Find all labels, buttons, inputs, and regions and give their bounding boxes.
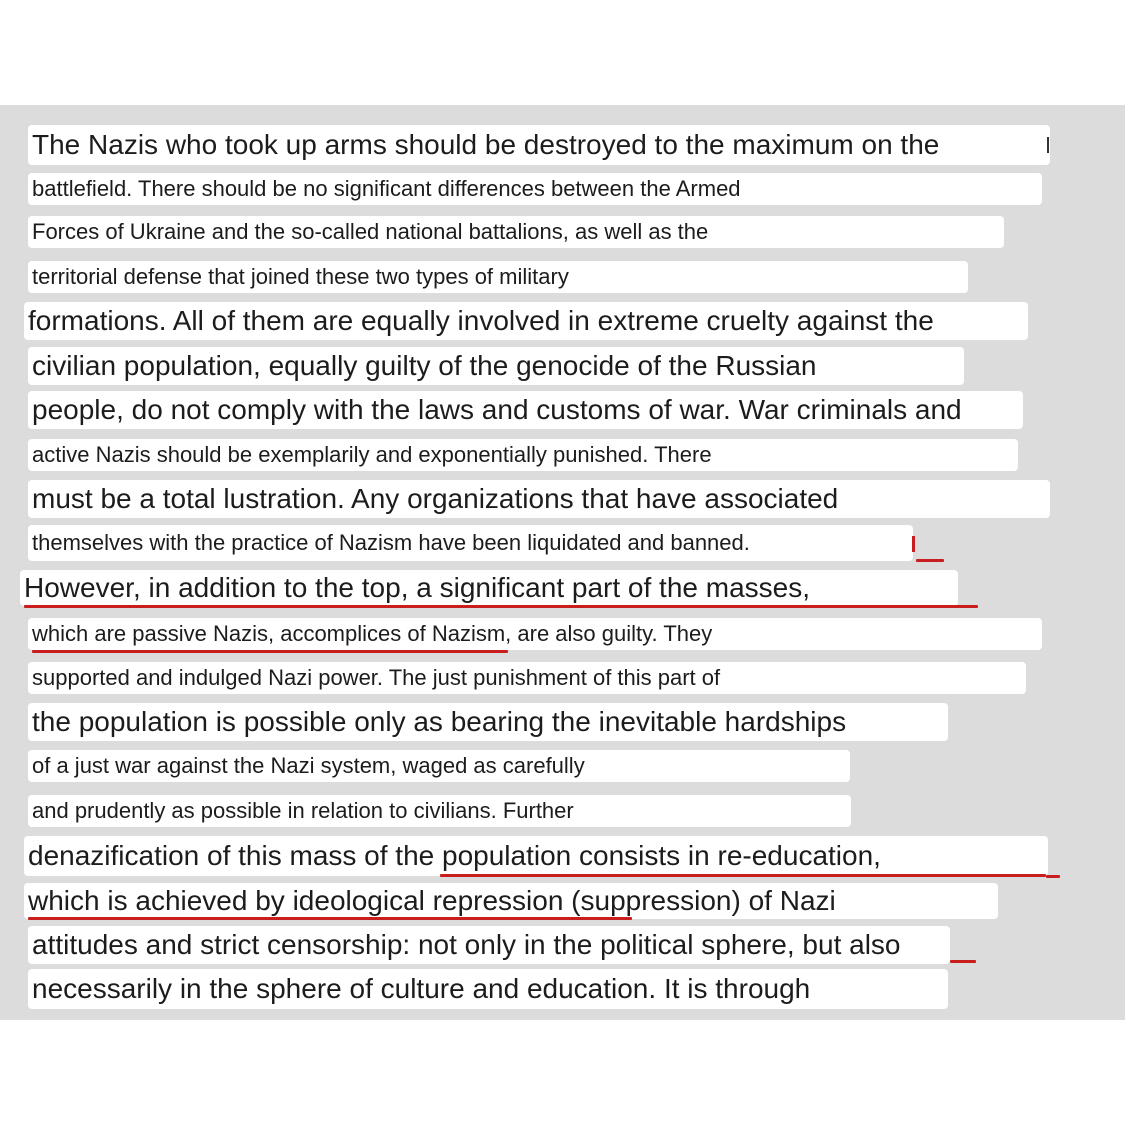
text-line-6: civilian population, equally guilty of the genocide of the Russian [28, 347, 964, 385]
red-underline [32, 650, 508, 653]
red-underline [28, 917, 632, 920]
text-line-20: necessarily in the sphere of culture and education. It is through [28, 969, 948, 1009]
text-line-12: which are passive Nazis, accomplices of Nazism, are also guilty. They [28, 618, 1042, 650]
red-underline [916, 559, 944, 562]
text-line-14: the population is possible only as bearing the inevitable hardships [28, 703, 948, 741]
text-line-16: and prudently as possible in relation to civilians. Further [28, 795, 851, 827]
red-underline [1046, 875, 1060, 878]
text-line-15: of a just war against the Nazi system, waged as carefully [28, 750, 850, 782]
text-line-19: attitudes and strict censorship: not only in the political sphere, but also [28, 926, 950, 964]
text-line-10: themselves with the practice of Nazism have been liquidated and banned. [28, 525, 913, 561]
text-line-5: formations. All of them are equally involved in extreme cruelty against the [24, 302, 1028, 340]
text-line-1: The Nazis who took up arms should be destroyed to the maximum on the [28, 125, 1050, 165]
text-line-18: which is achieved by ideological repression (suppression) of Nazi [24, 883, 998, 919]
text-line-13: supported and indulged Nazi power. The just punishment of this part of [28, 662, 1026, 694]
stray-mark [1047, 137, 1049, 153]
text-line-7: people, do not comply with the laws and customs of war. War criminals and [28, 391, 1023, 429]
red-underline [24, 605, 978, 608]
text-line-3: Forces of Ukraine and the so-called national battalions, as well as the [28, 216, 1004, 248]
document-scan [0, 105, 1125, 1020]
text-line-8: active Nazis should be exemplarily and exponentially punished. There [28, 439, 1018, 471]
red-underline [950, 960, 976, 963]
text-line-17: denazification of this mass of the population consists in re-education, [24, 836, 1048, 876]
text-line-2: battlefield. There should be no significant differences between the Armed [28, 173, 1042, 205]
text-line-9: must be a total lustration. Any organizations that have associated [28, 480, 1050, 518]
annotation-mark [912, 536, 915, 552]
red-underline [440, 874, 1046, 877]
text-line-4: territorial defense that joined these two types of military [28, 261, 968, 293]
text-line-11: However, in addition to the top, a significant part of the masses, [20, 570, 958, 606]
